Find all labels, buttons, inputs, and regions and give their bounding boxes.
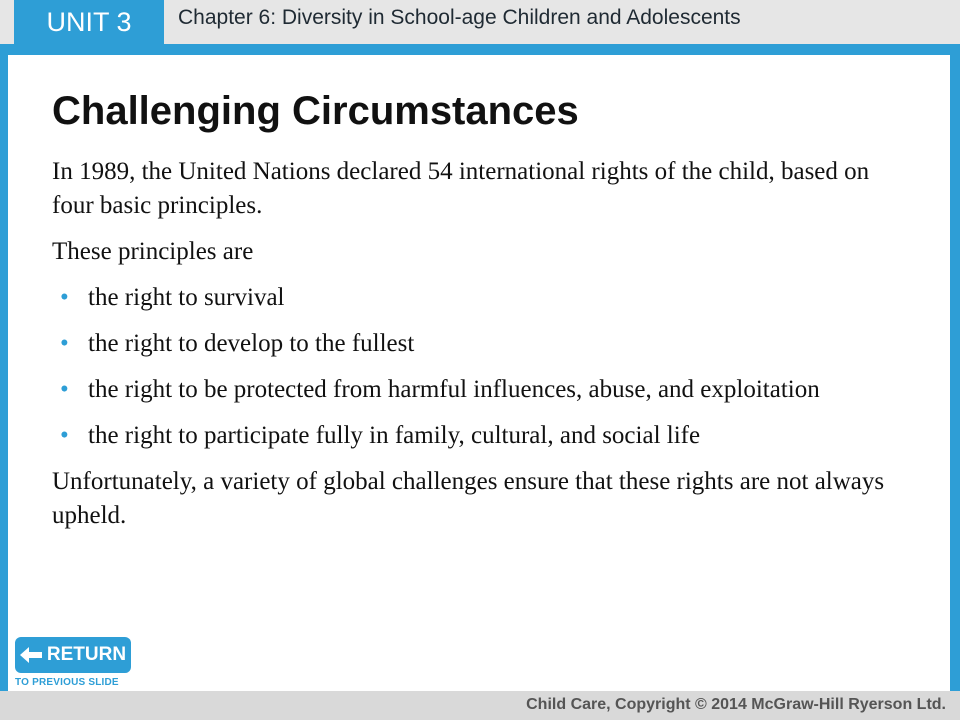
bullet-icon: • bbox=[60, 422, 69, 449]
list-item bbox=[52, 327, 892, 361]
chapter-title: Chapter 6: Diversity in School-age Children and Adolescents bbox=[178, 6, 741, 29]
list-item bbox=[52, 373, 892, 407]
unit-label: UNIT 3 bbox=[46, 6, 132, 37]
list-item bbox=[52, 419, 892, 453]
bullet-icon: • bbox=[60, 330, 69, 357]
unit-badge bbox=[14, 0, 164, 44]
arrow-left-icon bbox=[20, 647, 42, 663]
list-item-text: the right to be protected from harmful influences, abuse, and exploitation bbox=[88, 376, 820, 403]
footer-bar bbox=[0, 691, 960, 720]
return-sub-label[interactable]: TO PREVIOUS SLIDE bbox=[15, 677, 119, 688]
bullet-icon: • bbox=[60, 284, 69, 311]
list-item-text: the right to participate fully in family, cultural, and social life bbox=[88, 422, 701, 449]
list-item bbox=[52, 281, 892, 315]
return-label: RETURN bbox=[46, 644, 127, 665]
conclusion-paragraph: Unfortunately, a variety of global challenges ensure that these rights are not always upheld. bbox=[52, 468, 885, 529]
header-bar bbox=[0, 0, 960, 44]
lead-in-text: These principles are bbox=[52, 238, 254, 265]
slide-title: Challenging Circumstances bbox=[52, 89, 579, 133]
list-item-text: the right to develop to the fullest bbox=[88, 330, 415, 357]
principles-list bbox=[52, 281, 892, 453]
return-button[interactable] bbox=[15, 637, 131, 673]
slide-panel bbox=[8, 55, 950, 691]
copyright-text: Child Care, Copyright © 2014 McGraw-Hill Ryerson Ltd. bbox=[526, 696, 946, 713]
slide-body bbox=[52, 155, 892, 545]
intro-paragraph: In 1989, the United Nations declared 54 international rights of the child, based on four basic principles. bbox=[52, 158, 870, 219]
bullet-icon: • bbox=[60, 376, 69, 403]
list-item-text: the right to survival bbox=[88, 284, 285, 311]
